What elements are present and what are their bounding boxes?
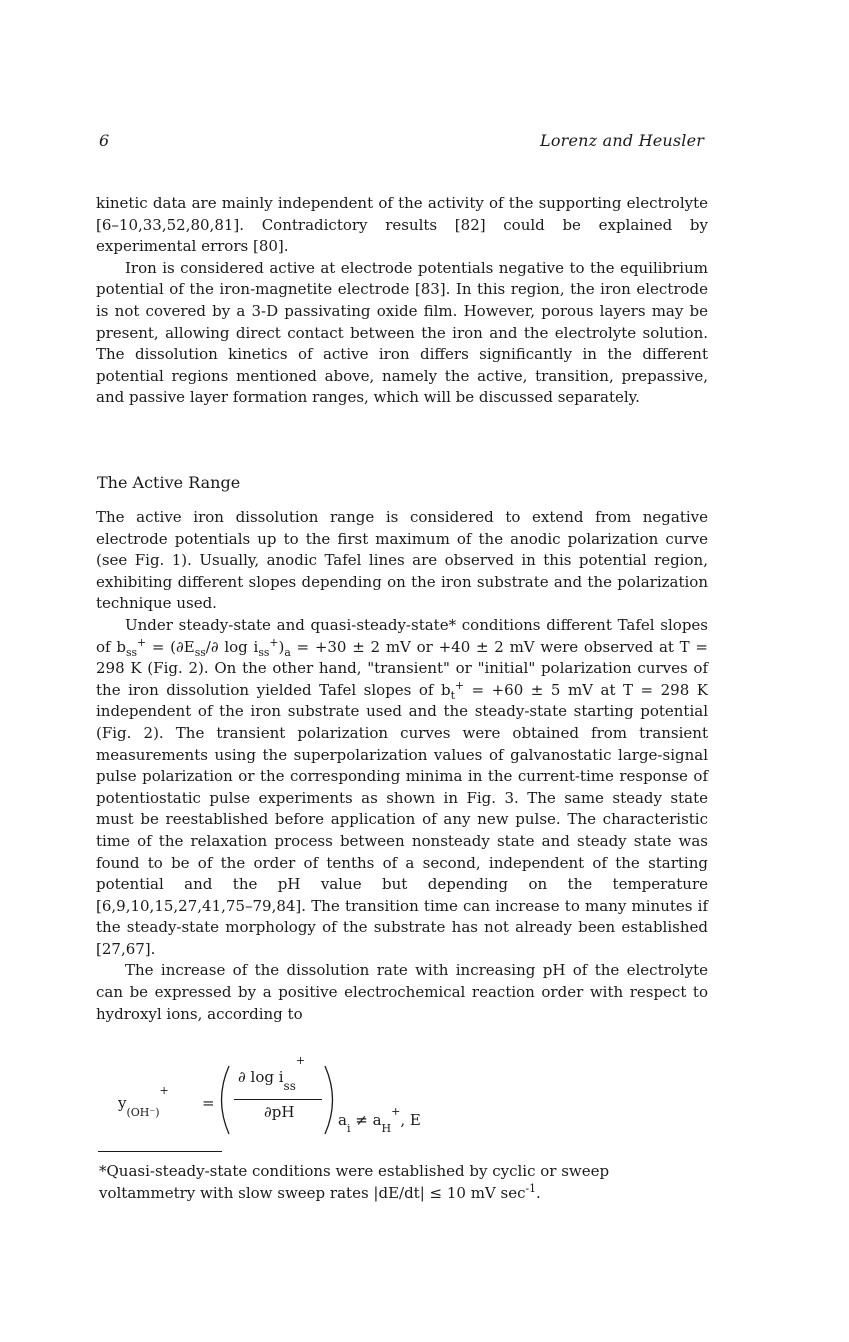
paragraph-tafel-slopes: Under steady-state and quasi-steady-state* conditions different Tafel slopes of $b_{ss}^+ = (\partial E_{ss}/\partial$ $\log i_{ss}^+)_a = +30 \pm 2$ mV or +40 ± 2 mV were observed at T = 298 K (Fig. 2). On the other hand, "transient" or "initial" polarization curves of the iron dissolution yielded Tafel slopes of $b_t^+ = +60 \pm 5$ mV at T = 298 K independent of the iron substrate used and the steady-state starting potential (Fig. 2). The transient polarization curves were obtained from transient measurements using the superpolarization values of galvanostatic large-signal pulse polarization or the corresponding minima in the current-time response of potentiostatic pulse experiments as shown in Fig. 3. The same steady state must be reestablished before application of any new pulse. The characteristic time of the relaxation process between nonsteady state and steady state was found to be of the order of tenths of a second, independent of the starting potential and the pH value but depending on the temperature [6,9,10,15,27,41,75–79,84]. The transition time can increase to many minutes if the steady-state morphology of the substrate has not already been established [27,67]. <box>96 615 709 958</box>
left-parenthesis <box>214 1064 234 1136</box>
intro-text <box>96 193 708 409</box>
running-head: Lorenz and Heusler <box>540 131 705 150</box>
equation-numerator: ∂ $\log i_{ss}^+$ <box>238 1054 306 1093</box>
footnote: *Quasi-steady-state conditions were established by cyclic or sweep voltammetry with slow sweep rates |dE/dt| ≤ 10 mV $\sec^{-1}$. <box>99 1162 610 1202</box>
active-range-text <box>96 507 708 1025</box>
equation-lhs: $y_{(OH^-)}^+$ <box>118 1084 169 1119</box>
page-number: 6 <box>99 131 110 150</box>
paragraph-reaction-order: The increase of the dissolution rate with increasing pH of the electrolyte can be expressed by a positive electrochemical reaction order with respect to hydroxyl ions, according to <box>96 961 708 1023</box>
equation-denominator: ∂pH <box>264 1103 295 1121</box>
paragraph-active-iron: Iron is considered active at electrode potentials negative to the equilibrium potential of the iron-magnetite electrode [83]. In this region, the iron electrode is not covered by a 3-D passivating oxide film. However, porous layers may be present, allowing direct contact between the iron and the electrolyte solution. The dissolution kinetics of active iron differs significantly in the different potential regions mentioned above, namely the active, transition, prepassive, and passive layer formation ranges, which will be discussed separately. <box>96 258 708 407</box>
equation-condition: $a_i \ne a_H^+$, E <box>338 1105 421 1135</box>
right-parenthesis <box>320 1064 340 1136</box>
equation-equals: = <box>202 1094 215 1112</box>
paragraph-active-range-definition: The active iron dissolution range is considered to extend from negative electrode potentials up to the first maximum of the anodic polarization curve (see Fig. 1). Usually, anodic Tafel lines are observed in this potential region, exhibiting different slopes depending on the iron substrate and the polarization technique used. <box>96 508 708 613</box>
footnote-divider <box>98 1151 222 1152</box>
paragraph-continuation: kinetic data are mainly independent of the activity of the supporting electrolyte [6–10,33,52,80,81]. Contradictory results [82] could be explained by experimental errors [80]. <box>96 194 708 256</box>
section-heading: The Active Range <box>97 473 241 492</box>
reaction-order-equation <box>118 1054 458 1135</box>
fraction-bar <box>234 1099 322 1100</box>
